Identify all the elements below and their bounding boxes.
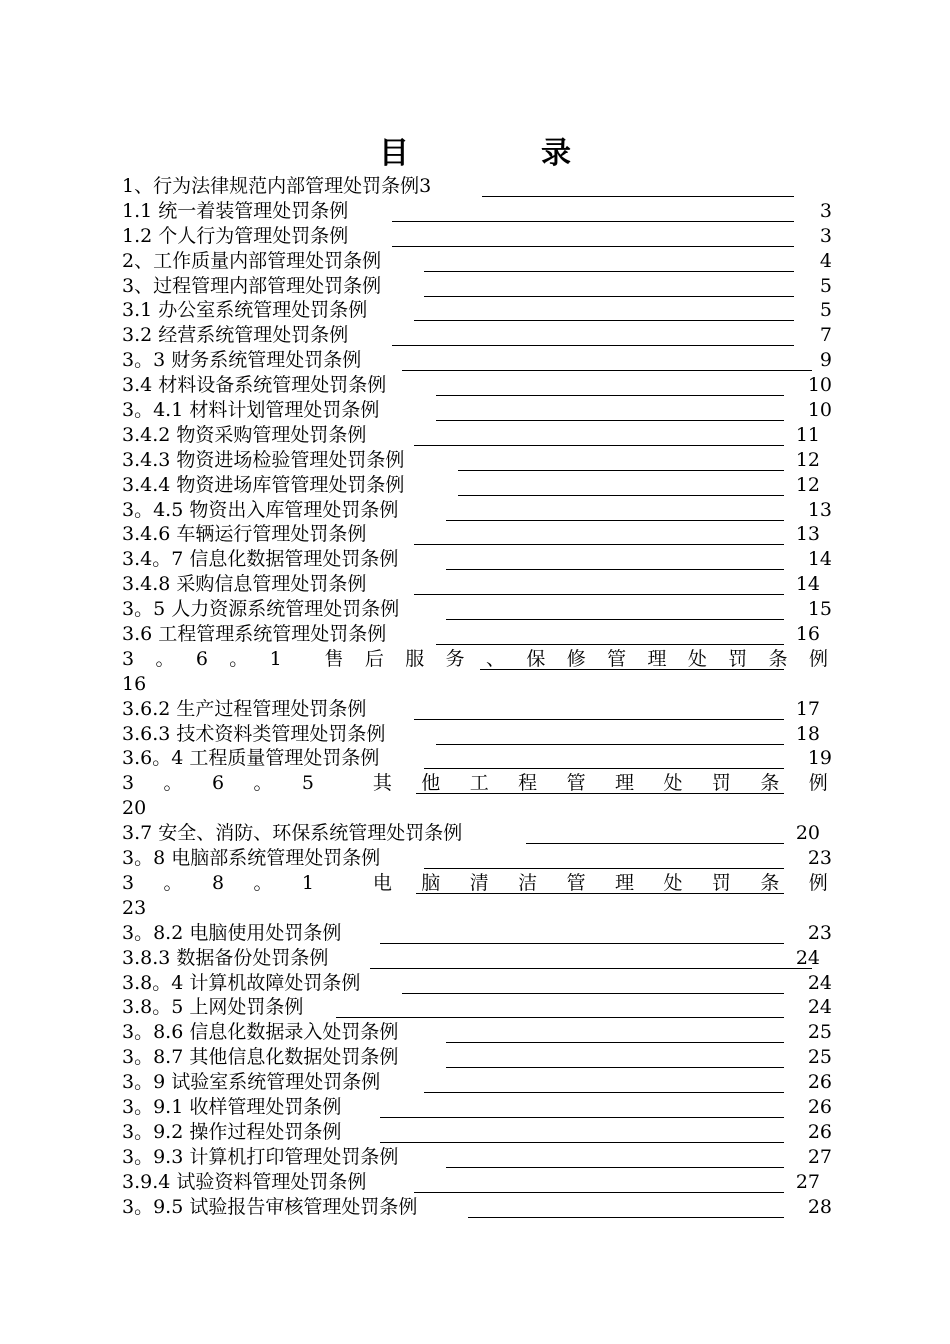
toc-page-number: 24 [795,946,820,969]
toc-leader-line [436,622,784,645]
toc-leader-line [458,473,784,496]
toc-entry[interactable] [122,522,832,547]
toc-entry[interactable] [122,846,832,871]
toc-entry-text: 3.8。5 上网处罚条例 [122,996,304,1019]
toc-entry-text: 3。4.5 物资出入库管理处罚条例 [122,498,399,521]
toc-leader-line [446,498,784,521]
toc-page-number: 14 [807,548,832,571]
toc-page-number: 13 [795,523,820,546]
toc-entry-text: 3.6。4 工程质量管理处罚条例 [122,747,380,770]
toc-page-number: 12 [795,448,820,471]
toc-leader-line [458,448,784,471]
toc-entry[interactable] [122,746,832,771]
toc-page-number: 18 [795,722,820,745]
toc-leader-line [402,348,812,371]
toc-entry-char: 他 [421,772,441,795]
toc-page-number: 14 [795,573,820,596]
toc-entry-char: 电 [372,871,392,894]
toc-entry-char: 后 [364,647,384,670]
toc-leader-line [424,746,784,769]
toc-page-number: 5 [819,299,832,322]
toc-page-number: 12 [795,473,820,496]
toc-entry-char: 条 [760,871,780,894]
toc-page-number: 3 [819,199,832,222]
toc-entry[interactable] [122,547,832,572]
toc-entry-text: 3.4.3 物资进场检验管理处罚条例 [122,448,405,471]
toc-page-number: 25 [807,1021,832,1044]
toc-entry[interactable] [122,224,832,249]
toc-entry-char: 管 [566,871,586,894]
toc-entry[interactable] [122,199,832,224]
toc-page-number: 23 [807,847,832,870]
toc-entry[interactable] [122,373,832,398]
toc-page-number: 13 [807,498,832,521]
toc-page-number: 16 [795,623,820,646]
toc-entry-text: 1.2 个人行为管理处罚条例 [122,224,349,247]
toc-leader-line [414,572,784,595]
toc-entry-char: 3 [122,871,135,894]
toc-entry[interactable] [122,771,832,796]
toc-entry-char: 理 [615,772,635,795]
toc-entry[interactable] [122,1170,832,1195]
toc-page-number: 9 [819,349,832,372]
toc-entry[interactable] [122,1095,832,1120]
toc-leader-line [436,722,784,745]
toc-leader-line [402,971,784,994]
toc-leader-line [414,1170,784,1193]
toc-entry-text: 3.8.3 数据备份处罚条例 [122,946,329,969]
toc-entry-text: 3.2 经营系统管理处罚条例 [122,324,349,347]
toc-entry-text: 3。9.1 收样管理处罚条例 [122,1095,342,1118]
toc-page-number: 11 [795,423,820,446]
toc-entry-char: 程 [518,772,538,795]
toc-page-number: 28 [807,1195,832,1218]
toc-entry-text: 3。8 电脑部系统管理处罚条例 [122,847,381,870]
toc-entry-char: 处 [663,772,683,795]
toc-entry-char: 罚 [711,871,731,894]
toc-entry[interactable] [122,622,832,647]
toc-entry-char: 、 [485,647,505,670]
toc-title [0,128,950,172]
toc-entry-char: 管 [566,772,586,795]
toc-entry-char: 修 [566,647,586,670]
toc-entry-char: 。 [229,647,249,670]
toc-entry[interactable] [122,174,832,199]
toc-entry[interactable] [122,1120,832,1145]
toc-entry-text: 3。4.1 材料计划管理处罚条例 [122,399,380,422]
toc-entry[interactable] [122,946,832,971]
toc-leader-line [370,946,812,969]
toc-entry-text: 3.6.3 技术资料类管理处罚条例 [122,722,386,745]
toc-entry-char: 3 [122,772,135,795]
toc-entry-char: 罚 [728,647,748,670]
toc-entry-char: 例 [808,647,828,670]
toc-leader-line [392,224,794,247]
toc-entry-char: 理 [647,647,667,670]
toc-leader-line [424,249,794,272]
toc-page-number: 26 [807,1095,832,1118]
toc-leader-line [468,1195,784,1218]
toc-entry-text: 1、行为法律规范内部管理处罚条例3 [122,175,432,197]
toc-entry-char: 例 [808,772,828,795]
toc-entry[interactable] [122,473,832,498]
toc-page-number: 4 [819,249,832,272]
toc-entry-char: 处 [663,871,683,894]
toc-entry[interactable] [122,672,832,697]
toc-entry-char: 清 [469,871,489,894]
toc-entry-text: 3.4.4 物资进场库管管理处罚条例 [122,473,405,496]
toc-entry[interactable] [122,995,832,1020]
toc-entry-text: 3.4 材料设备系统管理处罚条例 [122,374,387,397]
toc-page-number: 27 [795,1170,820,1193]
toc-leader-line [336,995,784,1018]
toc-entry[interactable] [122,398,832,423]
toc-entry-text: 3.8。4 计算机故障处罚条例 [122,971,361,994]
toc-entry[interactable] [122,1195,832,1220]
toc-entry-text: 3.6.2 生产过程管理处罚条例 [122,697,367,720]
toc-entry-text: 3.4。7 信息化数据管理处罚条例 [122,548,399,571]
toc-entry-text: 3.7 安全、消防、环保系统管理处罚条例 [122,822,463,845]
toc-page-number: 19 [807,747,832,770]
toc-entry-text: 23 [122,896,147,919]
toc-entry[interactable] [122,871,832,896]
toc-entry-text: 2、工作质量内部管理处罚条例 [122,249,382,272]
toc-entry[interactable] [122,796,832,821]
toc-entry-char: 洁 [518,871,538,894]
toc-entry-text: 16 [122,672,147,695]
toc-page-number: 7 [819,324,832,347]
toc-entry[interactable] [122,722,832,747]
toc-entry-text: 3.4.8 采购信息管理处罚条例 [122,573,367,596]
toc-entry-text: 3。8.2 电脑使用处罚条例 [122,921,342,944]
toc-entry-char: 理 [615,871,635,894]
toc-entry-char: 1 [269,647,282,670]
toc-leader-line [414,522,784,545]
toc-entry-char: 1 [301,871,314,894]
toc-leader-line [380,1095,784,1118]
toc-entry-char: 3 [122,647,135,670]
toc-entry-char: 务 [445,647,465,670]
toc-entry-char: 保 [526,647,546,670]
toc-entry-char: 。 [253,772,273,795]
toc-entry-text: 3。9.5 试验报告审核管理处罚条例 [122,1195,418,1218]
toc-leader-line [414,423,784,446]
toc-entry-text: 3。8.6 信息化数据录入处罚条例 [122,1021,399,1044]
toc-leader-line [446,547,784,570]
toc-list [122,174,832,1219]
toc-title-char-1: 目 [379,136,409,171]
toc-entry-char: 其 [372,772,392,795]
toc-leader-line [414,697,784,720]
toc-entry-text: 3、过程管理内部管理处罚条例 [122,274,382,297]
toc-entry-char: 售 [324,647,344,670]
toc-entry-char: 工 [469,772,489,795]
toc-entry-text: 3。9 试验室系统管理处罚条例 [122,1071,381,1094]
toc-entry[interactable] [122,647,832,672]
toc-entry[interactable] [122,821,832,846]
toc-entry-text: 3。8.7 其他信息化数据处罚条例 [122,1046,399,1069]
toc-page-number: 17 [795,697,820,720]
toc-entry[interactable] [122,348,832,373]
toc-page-number: 5 [819,274,832,297]
toc-leader-line [380,921,784,944]
toc-leader-line [526,821,784,844]
toc-entry-char: 脑 [421,871,441,894]
toc-entry-char: 。 [253,871,273,894]
toc-entry-char: 条 [760,772,780,795]
toc-page-number: 10 [807,399,832,422]
toc-entry-text: 3.4.6 车辆运行管理处罚条例 [122,523,367,546]
toc-entry-char: 8 [211,871,225,894]
toc-entry-char: 。 [163,871,183,894]
toc-entry-char: 罚 [711,772,731,795]
toc-entry-char: 管 [607,647,627,670]
toc-entry-char: 5 [301,772,314,795]
toc-page-number: 27 [807,1145,832,1168]
toc-entry-text: 20 [122,797,147,820]
toc-page-number: 3 [819,224,832,247]
toc-leader-line [380,1120,784,1143]
toc-leader-line [424,1070,784,1093]
toc-entry[interactable] [122,1070,832,1095]
toc-page-number: 20 [795,822,820,845]
toc-page-number: 10 [807,374,832,397]
toc-leader-line [446,1045,784,1068]
toc-leader-line [446,1020,784,1043]
toc-entry-text: 1.1 统一着装管理处罚条例 [122,199,349,222]
toc-entry-char: 处 [687,647,707,670]
toc-entry[interactable] [122,274,832,299]
toc-entry-char: 条 [768,647,788,670]
toc-entry[interactable] [122,697,832,722]
toc-entry-text: 3。3 财务系统管理处罚条例 [122,349,362,372]
toc-entry[interactable] [122,971,832,996]
toc-page-number: 15 [807,598,832,621]
toc-entry-char: 例 [808,871,828,894]
toc-leader-line [446,1145,784,1168]
toc-page-number: 26 [807,1120,832,1143]
toc-leader-line [416,871,784,894]
toc-entry[interactable] [122,921,832,946]
toc-entry-text: 3。9.3 计算机打印管理处罚条例 [122,1145,399,1168]
toc-leader-line [436,398,784,421]
toc-entry-text: 3。5 人力资源系统管理处罚条例 [122,598,400,621]
toc-leader-line [414,298,794,321]
toc-page-number: 24 [807,971,832,994]
toc-entry[interactable] [122,298,832,323]
toc-entry[interactable] [122,1045,832,1070]
toc-leader-line [416,771,784,794]
toc-entry-text: 3。9.2 操作过程处罚条例 [122,1120,342,1143]
toc-entry[interactable] [122,572,832,597]
toc-entry[interactable] [122,249,832,274]
toc-title-char-2: 录 [541,136,571,171]
toc-leader-line [480,647,784,670]
toc-entry[interactable] [122,323,832,348]
toc-leader-line [392,323,794,346]
toc-entry[interactable] [122,1020,832,1045]
toc-entry-text: 3.6 工程管理系统管理处罚条例 [122,623,387,646]
toc-entry[interactable] [122,597,832,622]
toc-entry[interactable] [122,423,832,448]
toc-leader-line [424,846,784,869]
toc-entry-text: 3.9.4 试验资料管理处罚条例 [122,1170,367,1193]
toc-leader-line [436,373,784,396]
toc-entry-char: 6 [195,647,208,670]
toc-entry-char: 。 [155,647,175,670]
toc-entry-char: 服 [405,647,425,670]
toc-leader-line [446,597,784,620]
toc-page-number: 26 [807,1071,832,1094]
toc-page-number: 25 [807,1046,832,1069]
toc-leader-line [424,274,794,297]
toc-page-number: 24 [807,996,832,1019]
toc-entry[interactable] [122,1145,832,1170]
toc-entry-char: 6 [211,772,225,795]
toc-entry-char: 。 [163,772,183,795]
toc-leader-line [392,199,794,222]
toc-entry[interactable] [122,448,832,473]
toc-entry-text: 3.4.2 物资采购管理处罚条例 [122,423,367,446]
toc-entry[interactable] [122,498,832,523]
toc-leader-line [482,174,794,197]
toc-page-number: 23 [807,921,832,944]
toc-entry-text: 3.1 办公室系统管理处罚条例 [122,299,368,322]
toc-entry[interactable] [122,896,832,921]
